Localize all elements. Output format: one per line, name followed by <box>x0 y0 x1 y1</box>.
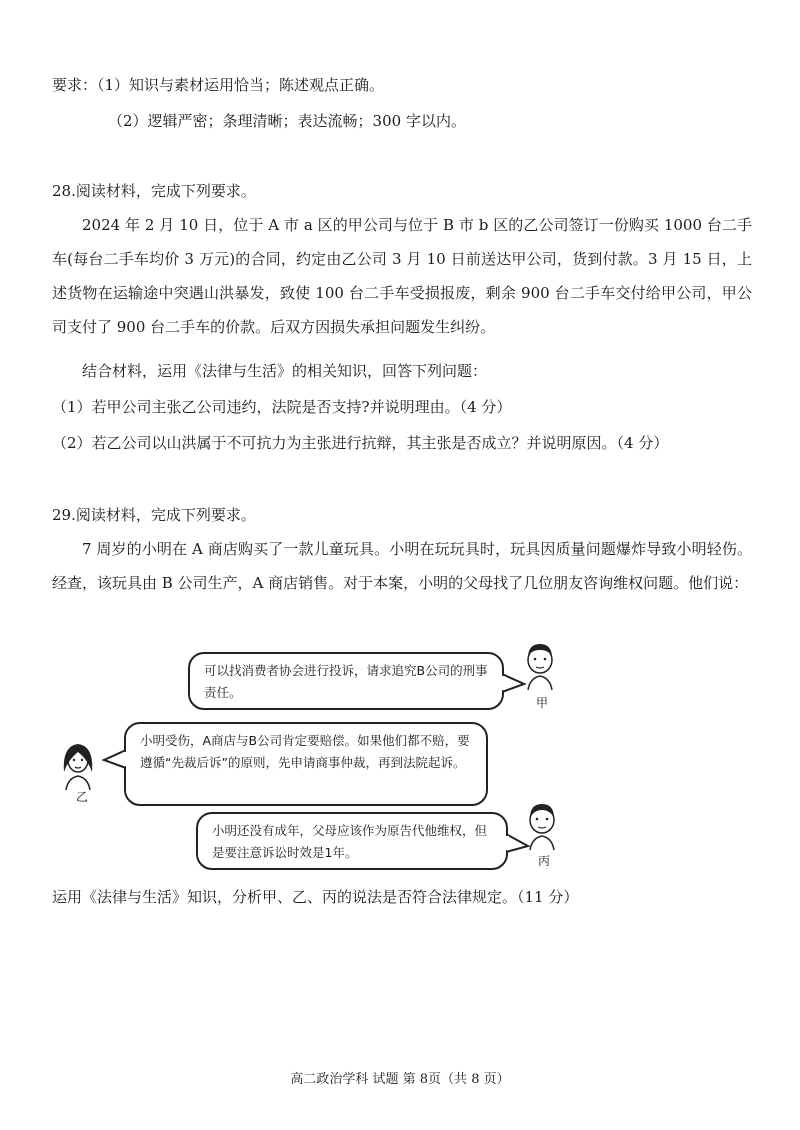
q29-material: 7 周岁的小明在 A 商店购买了一款儿童玩具。小明在玩玩具时，玩具因质量问题爆炸导致小明轻伤。经查，该玩具由 B 公司生产，A 商店销售。对于本案，小明的父母找了几位朋友咨询维权问题。他们说： <box>52 540 752 592</box>
requirement-2: （2）逻辑严密；条理清晰；表达流畅；300 字以内。 <box>108 112 466 130</box>
q29-heading: 29.阅读材料，完成下列要求。 <box>52 506 256 524</box>
bubble-tail-yi <box>102 748 126 772</box>
speech-bubble-jia: 可以找消费者协会进行投诉，请求追究B公司的刑事责任。 <box>188 652 504 710</box>
person-yi-icon <box>58 738 98 790</box>
person-bing-icon <box>522 800 562 852</box>
q28-prompt: 结合材料，运用《法律与生活》的相关知识，回答下列问题： <box>82 362 488 380</box>
speech-bubble-yi: 小明受伤，A商店与B公司肯定要赔偿。如果他们都不赔，要遵循“先裁后诉”的原则，先申请商事仲裁，再到法院起诉。 <box>124 722 488 806</box>
q28-subquestion-1: （1）若甲公司主张乙公司违约，法院是否支持?并说明理由。（4 分） <box>52 398 512 416</box>
q28-heading: 28.阅读材料，完成下列要求。 <box>52 182 256 200</box>
q28-material: 2024 年 2 月 10 日，位于 A 市 a 区的甲公司与位于 B 市 b 区的乙公司签订一份购买 1000 台二手车(每台二手车均价 3 万元)的合同，约定由乙公司 3 月 10 日前送达甲公司，货到付款。3 月 15 日，上述货物在运输途中突遇山洪暴发，致使 100 台二手车受损报废，剩余 900 台二手车交付给甲公司，甲公司支付了 900 台二手车的价款。后双方因损失承担问题发生纠纷。 <box>52 216 752 336</box>
q29-question: 运用《法律与生活》知识，分析甲、乙、丙的说法是否符合法律规定。（11 分） <box>52 888 579 906</box>
person-jia-icon <box>520 640 560 692</box>
label-jia: 甲 <box>536 696 549 710</box>
page-footer: 高二政治学科 试题 第 8页（共 8 页） <box>290 1072 510 1087</box>
label-yi: 乙 <box>76 790 89 804</box>
requirement-1: 要求：（1）知识与素材运用恰当；陈述观点正确。 <box>52 76 385 94</box>
label-bing: 丙 <box>538 854 551 868</box>
q28-subquestion-2: （2）若乙公司以山洪属于不可抗力为主张进行抗辩，其主张是否成立？并说明原因。（4 分） <box>52 434 669 452</box>
speech-bubble-bing: 小明还没有成年，父母应该作为原告代他维权，但是要注意诉讼时效是1年。 <box>196 812 508 870</box>
